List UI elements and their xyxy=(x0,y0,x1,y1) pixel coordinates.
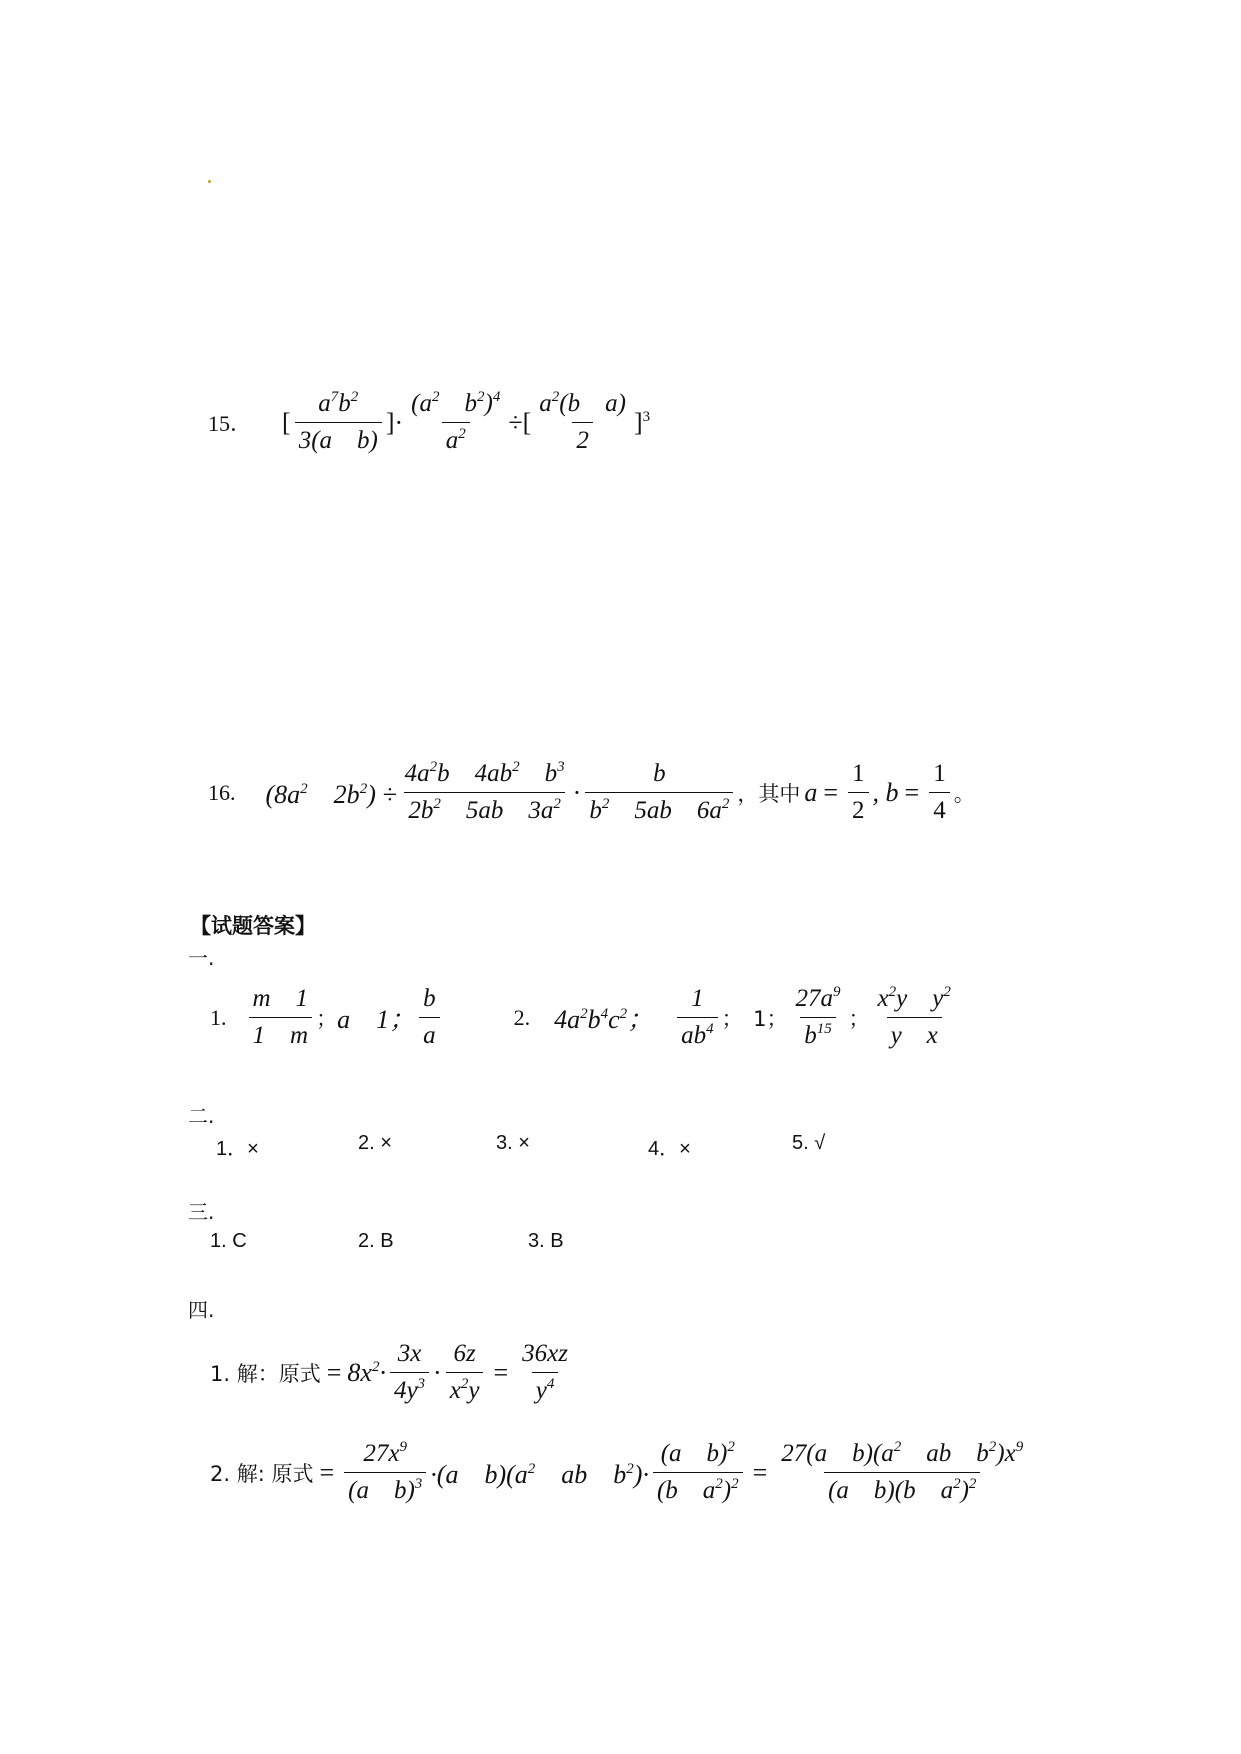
p16-a-value: $\frac{1}{2}$ xyxy=(848,760,869,825)
section-4-solution-2: 2. 解: 原式 = $\frac{27x^9}{(a b)^3}$ ·(a $b)(a^2$ ab $b^2)\cdot$ $\frac{(a b)^2}{(b a^2)^2}$ = $\frac{27(a b)(a^2 ab b^2)x^9}{(a b)(b a^2)^2}$ xyxy=(210,1440,1031,1505)
problem-16: 16. ($8a^2$ $2b^2$) ÷ $\frac{4a^2b 4ab^2 b^3}{2b^2 5ab 3a^2}$ · $\frac{b}{b^2 5ab 6a^2}$ ， 其中 a = $\frac{1}{2}$ , b = $\frac{1}{4}$ 。 xyxy=(208,759,975,824)
s4-2-fraction-2: $\frac{(a b)^2}{(b a^2)^2}$ xyxy=(653,1440,743,1505)
s1-item2-fraction: $\frac{1}{ab^4}$ xyxy=(677,985,718,1050)
problem-15-number: 15． xyxy=(208,411,253,436)
section-2-item-1: 1．× xyxy=(216,1138,259,1160)
problem-15-lead: [ xyxy=(282,407,291,437)
s1-item2-fraction-b: $\frac{27a^9}{b^{15}}$ xyxy=(795,984,841,1049)
section-3-label: 三. xyxy=(188,1200,215,1224)
section-2-label: 二. xyxy=(188,1104,215,1128)
section-3-item-3: 3. B xyxy=(528,1230,564,1252)
section-2-item-3: 3. × xyxy=(496,1132,530,1154)
p16-fraction-2: $\frac{b}{b^2 5ab 6a^2}$ xyxy=(585,760,733,825)
section-2-item-5: 5. √ xyxy=(792,1132,826,1154)
section-3-item-2: 2. B xyxy=(358,1230,394,1252)
stray-dot xyxy=(208,180,211,183)
section-2-item-4: 4．× xyxy=(648,1138,691,1160)
section-4-solution-1: 1. 解：原式 = $8x^2\cdot$ $\frac{3x}{4y^3}$ · $\frac{6z}{x^2y}$ = $\frac{36xz}{y^4}$ xyxy=(210,1340,576,1405)
s4-1-fraction-1: $\frac{3x}{4y^3}$ xyxy=(390,1340,429,1405)
answers-heading: 【试题答案】 xyxy=(190,914,316,938)
section-1-answers: 1. $\frac{m 1}{1 m}$ ； a 1； $\frac{b}{a}$ 2. $4a^2b^4c^2$； $\frac{1}{ab^4}$ ； 1； $\frac{27a^9}{b^{15}}$ ； $\frac{x^2y y^2}{\text{y x}}$ xyxy=(210,985,959,1050)
section-3-item-1: 1. C xyxy=(210,1230,247,1252)
s1-item2-fraction-c: $\frac{x^2y y^2}{\text{y x}}$ xyxy=(877,984,951,1049)
s1-item1-fraction: $\frac{m 1}{1 m}$ xyxy=(249,985,313,1050)
section-1-label: 一. xyxy=(188,946,215,970)
problem-16-number: 16. xyxy=(208,779,236,805)
section-2-item-2: 2. × xyxy=(358,1132,392,1154)
problem-15: 15． [ $\frac{a^7b^2}{\text{3(a b)}}$ ]· $\frac{(a^2 b^2)^4}{a^2}$ ÷[ $\frac{a^2(b a)}{2}$ ]$^3$ xyxy=(208,389,651,454)
p16-fraction-1: $\frac{4a^2b 4ab^2 b^3}{2b^2 5ab 3a^2}$ xyxy=(404,759,565,824)
section-4-label: 四. xyxy=(188,1298,215,1322)
s4-2-fraction-1: $\frac{27x^9}{(a b)^3}$ xyxy=(344,1440,426,1505)
p15-fraction-2: $\frac{(a^2 b^2)^4}{a^2}$ xyxy=(411,389,501,454)
s4-2-fraction-3: $\frac{27(a b)(a^2 ab b^2)x^9}{(a b)(b a^2)^2}$ xyxy=(781,1439,1024,1504)
p15-fraction-1: $\frac{a^7b^2}{\text{3(a b)}}$ xyxy=(295,390,382,455)
s4-1-fraction-3: $\frac{36xz}{y^4}$ xyxy=(522,1340,568,1404)
s1-item1-fraction-b: $\frac{b}{a}$ xyxy=(419,985,440,1050)
p15-fraction-3: $\frac{a^2(b a)}{2}$ xyxy=(539,389,626,454)
p16-b-value: $\frac{1}{4}$ xyxy=(929,760,950,825)
s4-1-fraction-2: $\frac{6z}{x^2y}$ xyxy=(446,1340,484,1405)
